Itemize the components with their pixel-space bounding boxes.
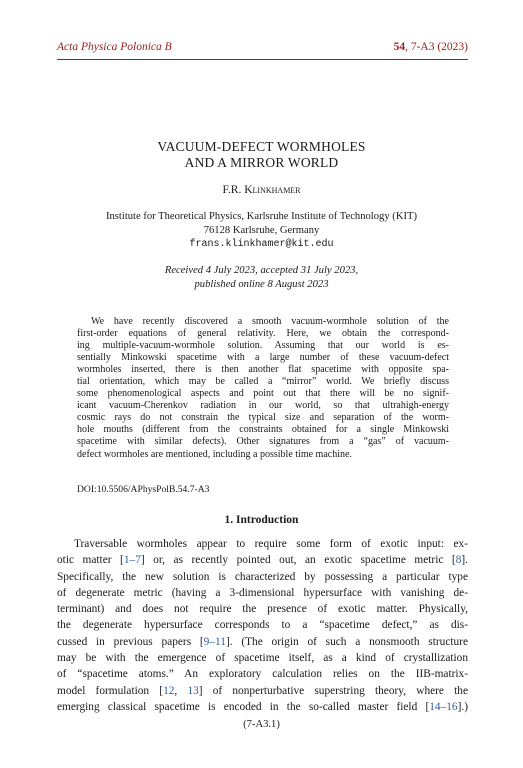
abstract-line: spacetime with similar defects). Other signatures from a “gas” of vacuum-: [77, 436, 449, 448]
header-rule: [57, 59, 468, 60]
text-run: cussed in previous papers [: [57, 635, 204, 648]
body-line: the degenerate hypersurface corresponds to a “spacetime defect,” as dis-: [57, 619, 468, 632]
abstract-line: We have recently discovered a smooth vacuum-wormhole solution of the: [91, 316, 449, 327]
text-run: ,: [174, 684, 188, 697]
dates-line-2: published online 8 August 2023: [194, 279, 329, 290]
author-email[interactable]: frans.klinkhamer@kit.edu: [189, 239, 334, 250]
citation-link[interactable]: 13: [187, 684, 199, 697]
section-heading: 1. Introduction: [224, 514, 299, 526]
citation-link[interactable]: 12: [163, 684, 175, 697]
body-line: [57, 683, 468, 699]
journal-name: Acta Physica Polonica B: [57, 41, 172, 53]
title-line-2: AND A MIRROR WORLD: [184, 155, 339, 170]
abstract-line: tial orientation, which may be called a “mirror” world. We briefly discuss: [77, 376, 449, 388]
body-line: of degenerate metric (having a 3-dimensional hypersurface with vanishing de-: [57, 586, 468, 599]
volume-info: [394, 41, 468, 53]
abstract-line: wormholes inserted, there is then another flat spacetime with opposite spa-: [77, 364, 449, 376]
text-run: ].): [457, 700, 468, 713]
body-line: Specifically, the new solution is characterized by possessing a particular type: [57, 570, 468, 583]
affiliation-line-1: Institute for Theoretical Physics, Karlsruhe Institute of Technology (KIT): [105, 211, 417, 222]
affiliation-line-2: 76128 Karlsruhe, Germany: [203, 225, 320, 236]
text-run: emerging classical spacetime is encoded in the so-called master field [: [57, 700, 430, 713]
text-run: otic matter [: [57, 554, 124, 567]
paper-title: [0, 139, 523, 171]
abstract: [77, 316, 449, 461]
text-run: model formulation [: [57, 684, 164, 697]
body-line: Traversable wormholes appear to require some form of exotic input: ex-: [74, 538, 468, 550]
publication-dates: [0, 264, 523, 292]
doi[interactable]: DOI:10.5506/APhysPolB.54.7-A3: [77, 484, 210, 495]
citation-link[interactable]: 9–11: [203, 635, 226, 648]
running-header: [57, 41, 468, 53]
author-name: F.R. Klinkhamer: [222, 184, 301, 196]
text-run: ] or, as recently pointed out, an exotic spacetime metric [: [140, 554, 456, 567]
page-number: (7-A3.1): [243, 719, 280, 730]
body-line: of “spacetime atoms.” An exploratory calculation relies on the IIB-matrix-: [57, 668, 468, 681]
body-line: [57, 699, 468, 715]
citation-link[interactable]: 14–16: [429, 700, 458, 713]
body-line: may be with the emergence of spacetime itself, as a kind of crystallization: [57, 652, 468, 665]
issue-info: , 7-A3 (2023): [405, 41, 468, 53]
text-run: ]. (The origin of such a nonsmooth structure: [225, 635, 468, 648]
citation-link[interactable]: 8: [455, 554, 462, 567]
volume-number: 54: [393, 41, 406, 53]
text-run: ].: [461, 554, 468, 567]
abstract-line: icant vacuum-Cherenkov radiation in our world, so that ultrahigh-energy: [77, 400, 449, 412]
affiliation: [0, 210, 523, 252]
text-run: ] of nonperturbative superstring theory, where the: [198, 684, 469, 697]
body-line: [57, 634, 468, 650]
abstract-line: defect wormholes are mentioned, including a possible time machine.: [77, 448, 352, 460]
body-line: terminant) and does not require the presence of exotic matter. Physically,: [57, 603, 468, 616]
abstract-line: ing multiple-vacuum-wormhole solution. Assuming that our world is es-: [77, 340, 449, 352]
abstract-line: some phenomenological aspects and point out that there will be no signif-: [77, 388, 449, 400]
abstract-line: first-order equations of general relativity. Here, we obtain the correspond-: [77, 328, 449, 340]
abstract-line: hole mouths (different from the constraints obtained for a single Minkowski: [77, 424, 449, 436]
abstract-line: cosmic rays do not constrain the typical size and separation of the worm-: [77, 412, 449, 424]
citation-link[interactable]: 1–7: [123, 554, 141, 567]
title-line-1: VACUUM-DEFECT WORMHOLES: [157, 139, 366, 154]
body-text: [57, 536, 468, 715]
dates-line-1: Received 4 July 2023, accepted 31 July 2023,: [164, 265, 359, 276]
body-line: [57, 552, 468, 568]
abstract-line: sentially Minkowski spacetime with a large number of these vacuum-defect: [77, 352, 449, 364]
